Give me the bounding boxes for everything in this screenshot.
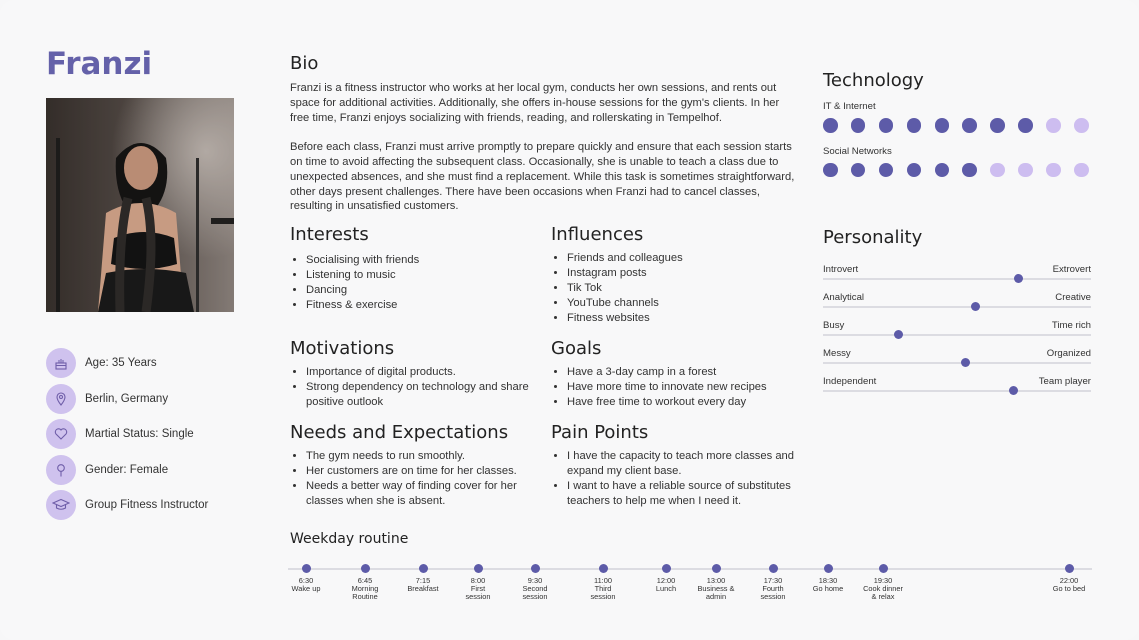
slider-track <box>823 390 1091 392</box>
interests-title: Interests <box>290 224 369 245</box>
list-item: • Dancing <box>306 283 540 298</box>
routine-event <box>573 560 633 601</box>
rating-dot-empty <box>1074 118 1089 133</box>
list-item: • Socialising with friends <box>306 253 540 268</box>
routine-activity: Wake up <box>291 584 321 593</box>
routine-time: 9:30 <box>527 576 543 585</box>
routine-time: 6:45 <box>357 576 373 585</box>
list-item: • Friends and colleagues <box>567 251 811 266</box>
list-item: • I want to have a reliable source of substitutes teachers to help me when I need it. <box>567 479 813 509</box>
list-item: • Importance of digital products. <box>306 365 530 380</box>
slider-knob <box>894 330 903 339</box>
rating-dot-empty <box>1074 163 1089 178</box>
tech-it-label: IT & Internet <box>823 101 876 112</box>
slider-knob <box>961 358 970 367</box>
tech-social-label: Social Networks <box>823 145 892 157</box>
routine-time: 17:30 <box>763 576 783 585</box>
personality-slider <box>823 292 1091 320</box>
routine-event <box>276 560 336 593</box>
routine-activity: Fourth session <box>760 584 786 601</box>
list-item: • Have more time to innovate new recipes <box>567 380 811 395</box>
routine-time: 11:00 <box>594 576 612 585</box>
slider-knob <box>1014 274 1023 283</box>
routine-marker <box>474 564 483 573</box>
personality-slider <box>823 376 1091 404</box>
tech-it-rating <box>823 118 1103 133</box>
trait-right-label: Organized <box>1046 348 1091 359</box>
routine-marker <box>419 564 428 573</box>
location-pin-icon <box>46 384 76 414</box>
fact-gender-text: Gender: Female <box>85 463 169 476</box>
routine-event <box>1039 560 1099 593</box>
needs-title: Needs and Expectations <box>290 422 509 443</box>
persona-photo <box>46 98 234 312</box>
interests-section <box>290 224 540 313</box>
fact-occupation <box>46 490 208 520</box>
motivations-section <box>290 338 530 410</box>
routine-activity: Go to bed <box>1052 584 1086 593</box>
routine-activity: Breakfast <box>407 584 439 593</box>
slider-knob <box>1009 386 1018 395</box>
routine-event <box>798 560 858 593</box>
routine-time: 19:30 <box>873 576 893 585</box>
rating-dot-filled <box>962 163 977 178</box>
influences-list <box>551 251 811 326</box>
routine-marker <box>769 564 778 573</box>
trait-right-label: Time rich <box>1051 320 1091 331</box>
persona-name: Franzi <box>46 46 153 82</box>
routine-marker <box>302 564 311 573</box>
slider-track <box>823 306 1091 308</box>
trait-left-label: Analytical <box>823 292 865 303</box>
list-item: • The gym needs to run smoothly. <box>306 449 535 464</box>
rating-dot-empty <box>1046 163 1061 178</box>
routine-marker <box>599 564 608 573</box>
slider-track <box>823 278 1091 280</box>
tech-social-rating <box>823 163 1103 178</box>
slider-knob <box>971 302 980 311</box>
rating-dot-filled <box>907 163 922 178</box>
routine-marker <box>824 564 833 573</box>
cake-icon <box>46 348 76 378</box>
list-item: • Fitness websites <box>567 311 811 326</box>
routine-marker <box>662 564 671 573</box>
personality-slider <box>823 320 1091 348</box>
slider-track <box>823 334 1091 336</box>
personality-title: Personality <box>823 227 923 248</box>
influences-title: Influences <box>551 224 644 245</box>
heart-icon <box>46 419 76 449</box>
fact-location-text: Berlin, Germany <box>85 392 169 405</box>
list-item: • Needs a better way of finding cover for her classes when she is absent. <box>306 479 535 509</box>
trait-right-label: Team player <box>1038 376 1091 387</box>
routine-marker <box>531 564 540 573</box>
rating-dot-empty <box>990 163 1005 178</box>
fact-gender <box>46 455 208 485</box>
routine-event <box>448 560 508 601</box>
routine-time: 22:00 <box>1059 576 1079 585</box>
routine-event <box>686 560 746 601</box>
routine-event <box>393 560 453 593</box>
routine-time: 12:00 <box>656 576 676 585</box>
needs-list <box>290 449 535 509</box>
routine-activity: Business & admin <box>697 584 735 601</box>
routine-marker <box>1065 564 1074 573</box>
rating-dot-filled <box>823 118 838 133</box>
routine-time: 13:00 <box>706 576 726 585</box>
rating-dot-filled <box>907 118 922 133</box>
personality-slider <box>823 264 1091 292</box>
rating-dot-filled <box>823 163 838 178</box>
graduation-cap-icon <box>46 490 76 520</box>
pain-points-list <box>551 449 813 509</box>
fact-occupation-text: Group Fitness Instructor <box>85 499 209 511</box>
trait-right-label: Creative <box>1055 292 1091 303</box>
routine-event <box>505 560 565 601</box>
routine-marker <box>361 564 370 573</box>
fact-age-text: Age: 35 Years <box>85 357 157 369</box>
needs-section <box>290 422 535 509</box>
rating-dot-filled <box>879 118 894 133</box>
rating-dot-filled <box>935 163 950 178</box>
trait-left-label: Independent <box>823 376 877 387</box>
routine-activity: Cook dinner & relax <box>863 584 903 601</box>
routine-title: Weekday routine <box>290 531 409 547</box>
fact-marital-status-text: Martial Status: Single <box>85 428 194 440</box>
pain-points-section <box>551 422 813 509</box>
routine-time: 18:30 <box>818 576 838 585</box>
routine-activity: Third session <box>590 584 616 601</box>
rating-dot-filled <box>879 163 894 178</box>
rating-dot-filled <box>851 118 866 133</box>
list-item: • Tik Tok <box>567 281 811 296</box>
list-item: • YouTube channels <box>567 296 811 311</box>
rating-dot-filled <box>1018 118 1033 133</box>
technology-title: Technology <box>823 70 924 91</box>
motivations-title: Motivations <box>290 338 395 359</box>
rating-dot-filled <box>962 118 977 133</box>
goals-list <box>551 365 811 410</box>
routine-marker <box>712 564 721 573</box>
routine-activity: Morning Routine <box>351 584 379 601</box>
routine-time: 7:15 <box>415 576 431 585</box>
persona-facts <box>46 348 208 526</box>
list-item: • Her customers are on time for her classes. <box>306 464 535 479</box>
list-item: • Listening to music <box>306 268 540 283</box>
list-item: • Fitness & exercise <box>306 298 540 313</box>
trait-left-label: Busy <box>823 320 845 331</box>
list-item: • Strong dependency on technology and share positive outlook <box>306 380 530 410</box>
rating-dot-filled <box>990 118 1005 133</box>
routine-marker <box>879 564 888 573</box>
woman-with-battle-ropes-photo <box>46 98 234 312</box>
trait-left-label: Messy <box>823 348 851 359</box>
bio-paragraph-2: Before each class, Franzi must arrive promptly to prepare quickly and ensure that each session starts on time to avoid affecting the subsequent class. Occasionally, she is unable to teach a class due to unexpected absences, and she must find a replacement. While this task is sometimes straightforward, other days present challenges. There have been occasions when Franzi had to cancel classes, resulting in unsatisfied customers. <box>290 141 795 213</box>
bio-title: Bio <box>290 53 319 74</box>
routine-time: 8:00 <box>470 576 486 585</box>
influences-section <box>551 224 811 326</box>
goals-title: Goals <box>551 338 602 359</box>
slider-track <box>823 362 1091 364</box>
rating-dot-filled <box>935 118 950 133</box>
routine-event <box>335 560 395 601</box>
interests-list <box>290 253 540 313</box>
motivations-list <box>290 365 530 410</box>
routine-activity: Go home <box>812 584 844 593</box>
trait-left-label: Introvert <box>823 264 859 275</box>
fact-location <box>46 384 208 414</box>
personality-slider <box>823 348 1091 376</box>
bio-paragraph-1: Franzi is a fitness instructor who works at her local gym, conducts her own sessions, and rents out space for additional activities. Additionally, she offers in-house sessions for the gym's clients. In her free time, Franzi enjoys socializing with friends, reading, and rollerskating in Tempelhof. <box>290 82 780 124</box>
list-item: • I have the capacity to teach more classes and expand my client base. <box>567 449 813 479</box>
list-item: • Instagram posts <box>567 266 811 281</box>
routine-event <box>743 560 803 601</box>
rating-dot-filled <box>851 163 866 178</box>
trait-right-label: Extrovert <box>1052 264 1091 275</box>
weekday-routine-timeline <box>288 560 1092 620</box>
fact-age <box>46 348 208 378</box>
list-item: • Have free time to workout every day <box>567 395 811 410</box>
fact-marital-status <box>46 419 208 449</box>
routine-event <box>853 560 913 601</box>
goals-section <box>551 338 811 410</box>
list-item: • Have a 3-day camp in a forest <box>567 365 811 380</box>
rating-dot-empty <box>1046 118 1061 133</box>
gender-female-icon <box>46 455 76 485</box>
routine-activity: Lunch <box>655 584 677 593</box>
technology-section <box>823 70 1103 177</box>
rating-dot-empty <box>1018 163 1033 178</box>
pain-points-title: Pain Points <box>551 422 649 443</box>
routine-activity: Second session <box>522 584 548 601</box>
routine-time: 6:30 <box>298 576 314 585</box>
bio-section <box>290 53 795 214</box>
routine-activity: First session <box>465 584 491 601</box>
